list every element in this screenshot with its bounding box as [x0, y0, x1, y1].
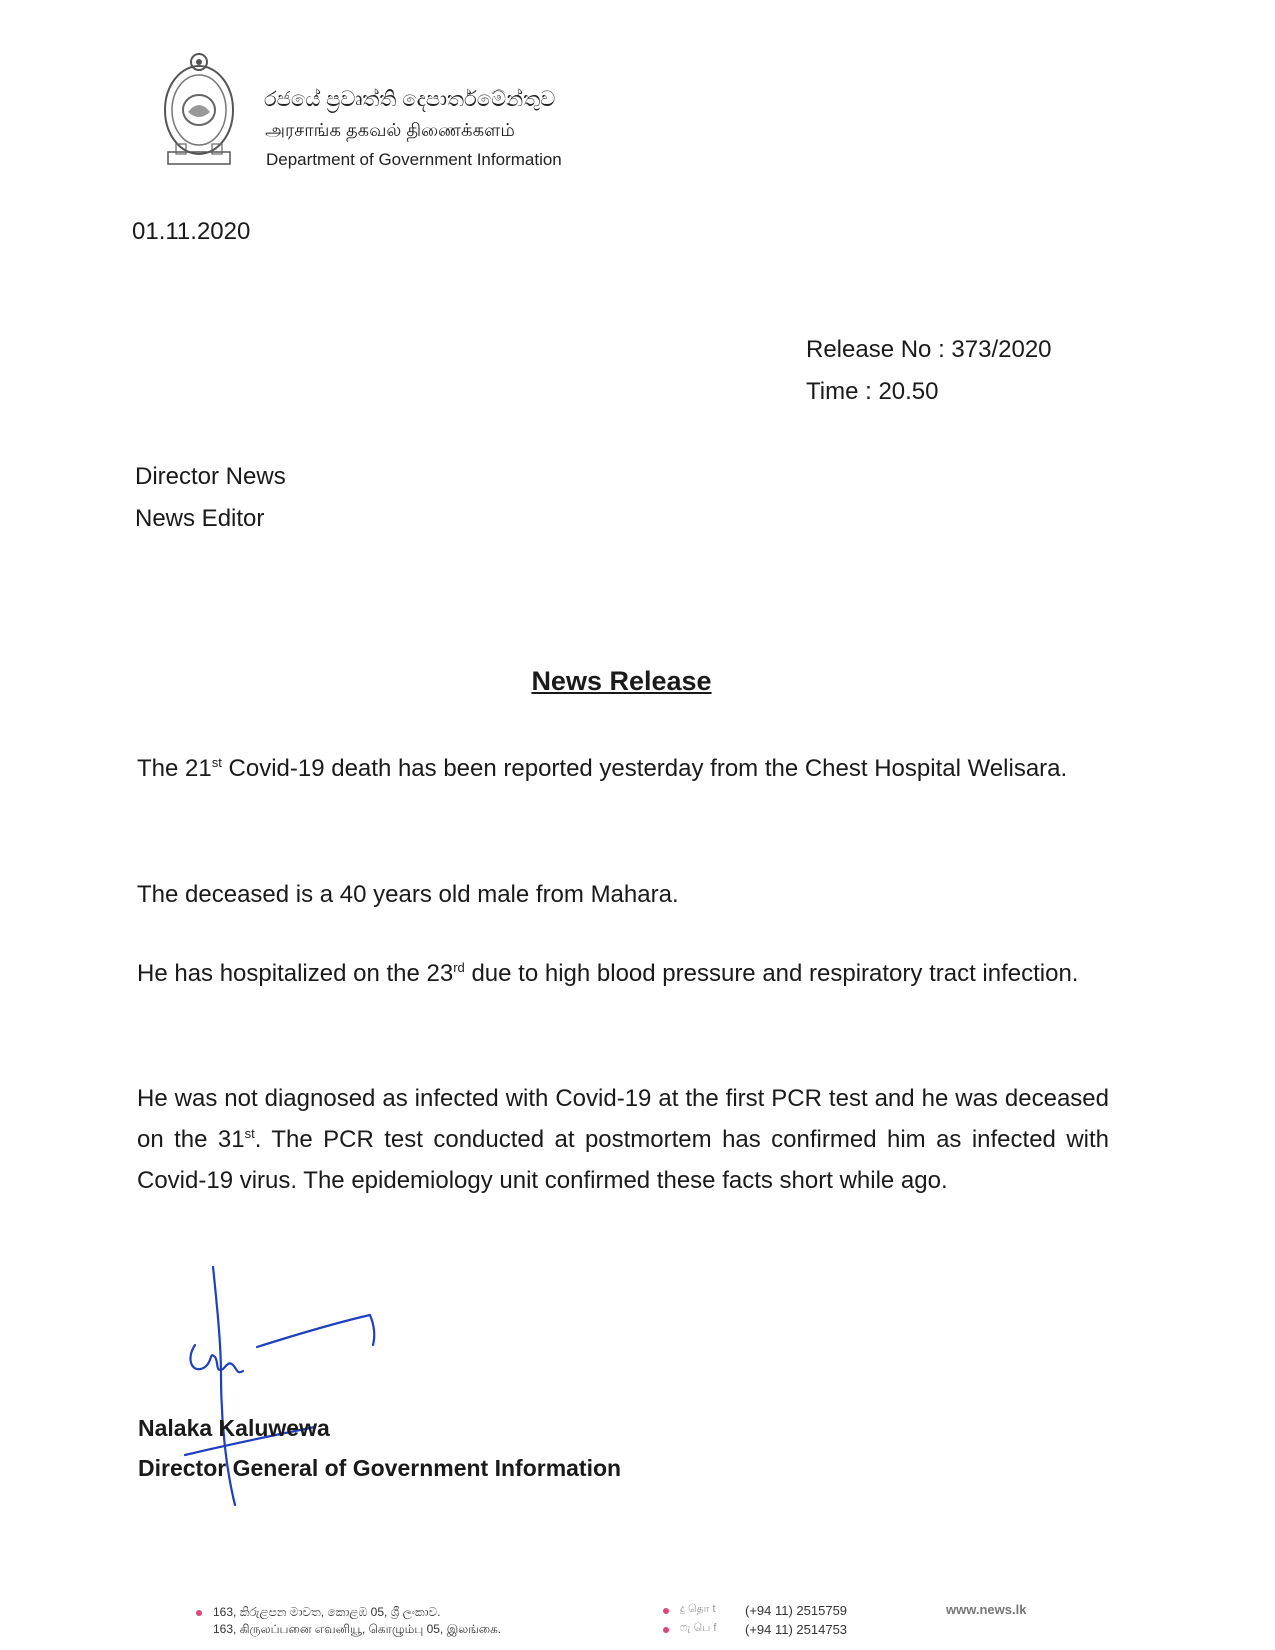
release-date: 01.11.2020	[132, 218, 251, 245]
signatory-title: Director General of Government Information	[138, 1455, 622, 1481]
signatory-name: Nalaka Kaluwewa	[138, 1415, 330, 1441]
department-name-tamil: அரசாங்க தகவல் திணைக்களம்	[265, 120, 515, 140]
footer-address-tamil: 163, கிருலப்பனை எவனியூ, கொழும்பு 05, இலங்கை.	[213, 1622, 502, 1636]
footer	[0, 1600, 1275, 1650]
document-title: News Release	[531, 666, 712, 696]
addressee-director-news: Director News	[135, 463, 286, 490]
body-paragraph-1: The 21st Covid-19 death has been reported yesterday from the Chest Hospital Welisara.	[137, 755, 1068, 782]
government-emblem-icon	[158, 52, 240, 174]
bullet-icon	[196, 1610, 202, 1616]
addressee-news-editor: News Editor	[135, 505, 265, 532]
department-name-english: Department of Government Information	[266, 150, 562, 169]
department-name-sinhala: රජයේ ප්‍රවෘත්ති දෙපාර්තමේන්තුව	[264, 88, 556, 111]
footer-telephone-label: දු தொ t	[680, 1603, 716, 1615]
footer-address-sinhala: 163, කිරුළපන මාවත, කොළඹ 05, ශ්‍රී ලංකාව.	[213, 1605, 441, 1619]
footer-fax-label: ෆැ பெ f	[680, 1622, 717, 1634]
footer-website-link[interactable]: www.news.lk	[946, 1602, 1027, 1617]
bullet-icon	[663, 1627, 669, 1633]
body-paragraph-2: The deceased is a 40 years old male from Mahara.	[137, 881, 679, 908]
footer-fax: (+94 11) 2514753	[745, 1622, 848, 1637]
body-paragraph-4: He was not diagnosed as infected with Covid-19 at the first PCR test and he was deceased on the 31st. The PCR test conducted at postmortem has confirmed him as infected with Covid-19 virus. The epidemiology unit confirmed these facts short while ago.	[137, 1085, 1109, 1194]
bullet-icon	[663, 1608, 669, 1614]
release-time: Time : 20.50	[806, 378, 939, 405]
body-paragraph-3: He has hospitalized on the 23rd due to high blood pressure and respiratory tract infection.	[137, 960, 1079, 987]
release-number: Release No : 373/2020	[806, 336, 1052, 363]
footer-telephone: (+94 11) 2515759	[745, 1603, 848, 1618]
